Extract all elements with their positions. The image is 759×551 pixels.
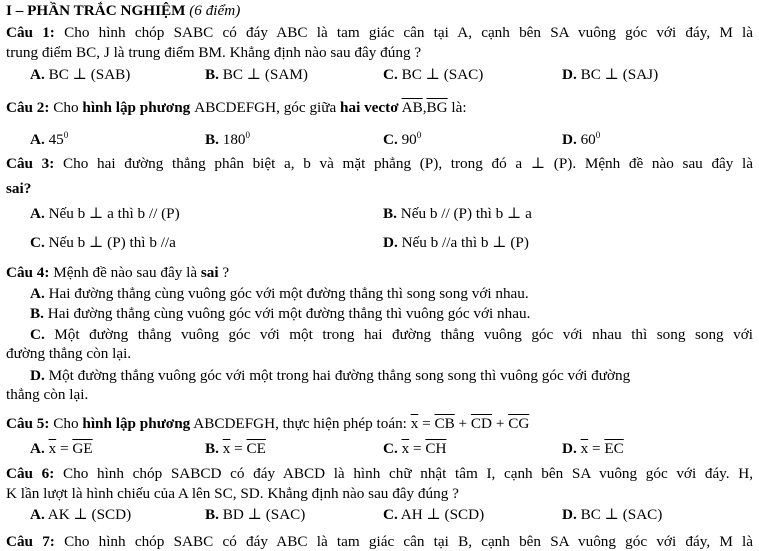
q4-option-c[interactable] [30, 326, 753, 344]
q1-label: Câu 1: [6, 24, 55, 41]
q2-vector-bg: $\overline{BG}$ [426, 99, 448, 116]
operator: = [422, 415, 431, 432]
q5-pre: Cho [53, 415, 79, 432]
option-key: B. [205, 66, 219, 83]
q1-line2: trung điểm BC, J là trung điểm BM. Khẳng định nào sau đây đúng ? [6, 44, 422, 61]
option-key: B. [205, 131, 219, 149]
x-vector: $\overline{x}$ [401, 440, 410, 457]
option-key: A. [30, 205, 45, 222]
q6-label: Câu 6: [6, 465, 55, 482]
option-key: B. [383, 205, 397, 222]
q4-end: ? [222, 264, 230, 281]
q1-option-b[interactable] [205, 66, 308, 84]
degree-sup: 0 [63, 130, 69, 140]
operator: + [458, 415, 468, 432]
q5-option-b[interactable] [205, 440, 266, 458]
degree-sup: 0 [595, 130, 601, 140]
option-key: C. [383, 440, 398, 457]
section-points: (6 điểm) [189, 2, 241, 19]
option-vector: $\overline{CE}$ [246, 440, 266, 457]
option-key: A. [30, 440, 45, 457]
q2-comma: , [422, 99, 427, 116]
option-text: BC ⊥ (SAB) [48, 66, 131, 83]
q2-line [6, 99, 467, 117]
q4-bold: sai [200, 264, 219, 281]
option-text: BC ⊥ (SAM) [222, 66, 308, 83]
x-vector: $\overline{x}$ [48, 440, 57, 457]
q2-bold2: hai vectơ [340, 99, 399, 116]
q2-mid: ABCDEFGH, góc giữa [194, 99, 337, 116]
option-text: Nếu b // (P) thì b ⊥ a [400, 205, 532, 222]
option-text: Hai đường thẳng cùng vuông góc với một đường thẳng thì song song với nhau. [48, 285, 529, 302]
q5-option-d[interactable] [562, 440, 624, 458]
q5-equation [411, 415, 530, 432]
option-text: BC ⊥ (SAJ) [580, 66, 659, 83]
option-text: 45 [48, 131, 64, 149]
q2-option-a[interactable] [30, 126, 68, 149]
option-key: D. [562, 131, 577, 149]
option-key: B. [205, 440, 219, 457]
q5-line [6, 415, 529, 433]
option-key: D. [30, 367, 45, 384]
q6-option-c[interactable] [383, 506, 484, 524]
q6-text1: Cho hình chóp SABCD có đáy ABCD là hình chữ nhật tâm I, cạnh bên SA vuông góc với đáy. H, [63, 465, 754, 482]
option-text: BD ⊥ (SAC) [222, 506, 306, 523]
equals: = [230, 440, 247, 457]
q1-line1 [6, 24, 753, 42]
q5-mid: ABCDEFGH, thực hiện phép toán: [193, 415, 407, 432]
q6-line2: K lần lượt là hình chiếu của A lên SC, SD. Khẳng định nào sau đây đúng ? [6, 485, 459, 502]
q2-option-b[interactable] [205, 126, 250, 149]
q3-line1 [6, 155, 753, 173]
q2-post: là: [451, 99, 467, 116]
x-vector: $\overline{x}$ [580, 440, 589, 457]
option-text: BC ⊥ (SAC) [580, 506, 663, 523]
q4-option-b[interactable] [30, 305, 530, 323]
option-key: C. [383, 506, 398, 523]
option-vector: $\overline{GE}$ [72, 440, 93, 457]
option-vector: $\overline{EC}$ [604, 440, 624, 457]
q1-text1: Cho hình chóp SABC có đáy ABC là tam giác cân tại A, cạnh bên SA vuông góc với đáy, M là [64, 24, 753, 41]
q4-text: Mệnh đề nào sau đây là [53, 264, 198, 281]
section-header [6, 2, 240, 20]
q5-option-c[interactable] [383, 440, 446, 458]
q4-option-d[interactable] [30, 367, 630, 385]
q7-text1: Cho hình chóp SABC có đáy ABC là tam giác cân tại B, cạnh bên SA vuông góc với đáy, M là [64, 533, 753, 550]
q1-option-a[interactable] [30, 66, 130, 84]
q6-option-b[interactable] [205, 506, 305, 524]
q3-label: Câu 3: [6, 155, 55, 172]
q3-option-d[interactable] [383, 234, 529, 252]
q2-pre: Cho [53, 99, 79, 116]
option-key: C. [30, 326, 45, 343]
q4-option-d-cont: thẳng còn lại. [6, 386, 89, 403]
option-key: D. [562, 440, 577, 457]
operator: + [495, 415, 505, 432]
option-key: C. [383, 131, 398, 149]
q2-option-c[interactable] [383, 126, 421, 149]
q3-option-a[interactable] [30, 205, 180, 223]
section-title: I – PHẦN TRẮC NGHIỆM [6, 2, 186, 19]
option-key: D. [383, 234, 398, 251]
option-text: Nếu b ⊥ (P) thì b //a [48, 234, 176, 251]
option-text: AH ⊥ (SCD) [400, 506, 485, 523]
option-text: 60 [580, 131, 596, 149]
option-key: A. [30, 66, 45, 83]
option-key: C. [30, 234, 45, 251]
option-text: Nếu b ⊥ a thì b // (P) [48, 205, 180, 222]
option-text: 90 [401, 131, 417, 149]
option-text: Nếu b //a thì b ⊥ (P) [401, 234, 529, 251]
option-vector: $\overline{CH}$ [425, 440, 447, 457]
option-key: A. [30, 131, 45, 149]
q6-option-a[interactable] [30, 506, 131, 524]
q5-option-a[interactable] [30, 440, 93, 458]
q3-option-b[interactable] [383, 205, 532, 223]
option-key: C. [383, 66, 398, 83]
equals: = [409, 440, 426, 457]
option-key: D. [562, 506, 577, 523]
q4-option-c-cont: đường thẳng còn lại. [6, 345, 132, 362]
q6-line1 [6, 465, 753, 483]
q2-option-d[interactable] [562, 126, 600, 149]
option-text: BC ⊥ (SAC) [401, 66, 484, 83]
option-key: A. [30, 285, 45, 302]
q3-condition: a ⊥ (P) [515, 155, 573, 172]
x-vector: $\overline{x}$ [222, 440, 231, 457]
q2-label: Câu 2: [6, 99, 50, 116]
vector-term: $\overline{CG}$ [508, 415, 530, 432]
q1-option-d[interactable] [562, 66, 658, 84]
option-text: AK ⊥ (SCD) [47, 506, 132, 523]
equals: = [588, 440, 605, 457]
q7-line1 [6, 533, 753, 551]
option-key: D. [562, 66, 577, 83]
q3-option-c[interactable] [30, 234, 176, 252]
q1-option-c[interactable] [383, 66, 483, 84]
option-text: Một đường thẳng vuông góc với một trong hai đường thẳng song song thì vuông góc với đường [48, 367, 631, 384]
equals: = [56, 440, 73, 457]
vector-term: $\overline{CD}$ [470, 415, 493, 432]
option-text: Một đường thẳng vuông góc với một trong hai đường thẳng vuông góc với nhau thì song song với [54, 326, 754, 343]
degree-sup: 0 [416, 130, 422, 140]
option-key: B. [30, 305, 44, 322]
q2-bold1: hình lập phương [82, 99, 191, 116]
q5-label: Câu 5: [6, 415, 50, 432]
q3-text1a: Cho hai đường thẳng phân biệt a, b và mặt phẳng (P), trong đó [63, 155, 507, 172]
q4-line [6, 264, 229, 282]
option-text: Hai đường thẳng cùng vuông góc với một đường thẳng thì vuông góc với nhau. [47, 305, 531, 322]
option-text: 180 [222, 131, 246, 149]
vector-term: $\overline{x}$ [410, 415, 419, 432]
q4-label: Câu 4: [6, 264, 50, 281]
option-key: A. [30, 506, 45, 523]
q6-option-d[interactable] [562, 506, 662, 524]
q4-option-a[interactable] [30, 285, 529, 303]
vector-term: $\overline{CB}$ [434, 415, 455, 432]
q2-vector-ab: $\overline{AB}$ [401, 99, 423, 116]
q3-text1b: . Mệnh đề nào sau đây là [572, 155, 754, 172]
q7-label: Câu 7: [6, 533, 55, 550]
degree-sup: 0 [245, 130, 251, 140]
q5-bold1: hình lập phương [82, 415, 191, 432]
option-key: B. [205, 506, 219, 523]
q3-line2: sai? [6, 180, 32, 197]
